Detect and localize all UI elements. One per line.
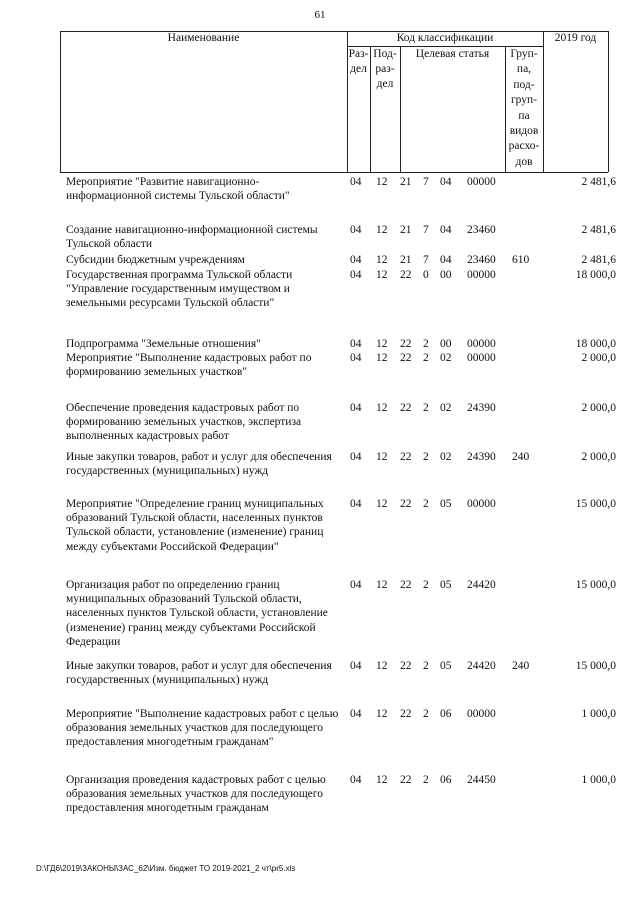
row-name: Мероприятие "Определение границ муниципальных образований Тульской области, населенных пунктов Тульской области, установление (изменение) границ между субъектами Российской Федерации" (66, 498, 324, 553)
row-cs4: 00000 (467, 708, 496, 720)
header-name: Наименование (167, 32, 240, 44)
row-razdel: 04 (350, 352, 362, 364)
row-podrazdel: 12 (376, 352, 388, 364)
row-name: Иные закупки товаров, работ и услуг для обеспечения государственных (муниципальных) нужд (66, 451, 332, 478)
row-cs3: 05 (440, 498, 452, 510)
row-cs1: 22 (400, 708, 412, 720)
row-amount: 15 000,0 (575, 660, 616, 672)
row-cs4: 24390 (467, 402, 496, 414)
row-cs2: 2 (423, 660, 429, 672)
row-cs3: 00 (440, 338, 452, 350)
header-target: Целевая статья (415, 48, 490, 60)
row-cs1: 22 (400, 660, 412, 672)
row-name: Мероприятие "Развитие навигационно-информационной системы Тульской области" (66, 176, 290, 203)
row-razdel: 04 (350, 451, 362, 463)
row-cs2: 2 (423, 498, 429, 510)
row-cs1: 22 (400, 451, 412, 463)
row-amount: 2 481,6 (581, 254, 616, 266)
row-vid: 610 (512, 254, 530, 266)
row-podrazdel: 12 (376, 338, 388, 350)
row-cs1: 22 (400, 774, 412, 786)
row-amount: 2 481,6 (581, 224, 616, 236)
row-podrazdel: 12 (376, 774, 388, 786)
row-cs1: 22 (400, 269, 412, 281)
row-cs2: 2 (423, 579, 429, 591)
row-cs4: 00000 (467, 176, 496, 188)
row-razdel: 04 (350, 176, 362, 188)
row-razdel: 04 (350, 402, 362, 414)
row-cs4: 24390 (467, 451, 496, 463)
row-name: Мероприятие "Выполнение кадастровых работ с целью образования земельных участков для последующего предоставления многодетным гражданам" (66, 708, 339, 749)
row-razdel: 04 (350, 254, 362, 266)
row-amount: 15 000,0 (575, 498, 616, 510)
header-classification: Код классификации (396, 32, 494, 44)
row-cs3: 04 (440, 254, 452, 266)
row-cs3: 06 (440, 774, 452, 786)
header-year: 2019 год (554, 32, 597, 44)
row-amount: 18 000,0 (575, 269, 616, 281)
row-cs4: 24450 (467, 774, 496, 786)
row-vid: 240 (512, 451, 530, 463)
row-cs3: 02 (440, 451, 452, 463)
row-podrazdel: 12 (376, 402, 388, 414)
row-cs1: 22 (400, 498, 412, 510)
row-name: Обеспечение проведения кадастровых работ по формированию земельных участков, экспертиза выполненных кадастровых работ (66, 402, 302, 443)
row-podrazdel: 12 (376, 254, 388, 266)
row-cs1: 22 (400, 352, 412, 364)
row-cs3: 02 (440, 402, 452, 414)
row-cs4: 24420 (467, 660, 496, 672)
row-cs3: 04 (440, 176, 452, 188)
row-podrazdel: 12 (376, 176, 388, 188)
row-amount: 15 000,0 (575, 579, 616, 591)
row-razdel: 04 (350, 338, 362, 350)
row-cs3: 02 (440, 352, 452, 364)
row-cs2: 2 (423, 352, 429, 364)
row-cs4: 00000 (467, 269, 496, 281)
row-name: Организация работ по определению границ муниципальных образований Тульской области, населенных пунктов Тульской области, установление (изменение) границ между субъектами Российской Федерации (66, 579, 328, 648)
row-razdel: 04 (350, 269, 362, 281)
row-podrazdel: 12 (376, 451, 388, 463)
row-razdel: 04 (350, 498, 362, 510)
row-podrazdel: 12 (376, 579, 388, 591)
page-number: 61 (314, 9, 326, 21)
row-podrazdel: 12 (376, 708, 388, 720)
row-razdel: 04 (350, 660, 362, 672)
row-cs2: 2 (423, 708, 429, 720)
row-podrazdel: 12 (376, 660, 388, 672)
row-cs2: 7 (423, 254, 429, 266)
row-cs2: 7 (423, 176, 429, 188)
header-section: Раз- дел (348, 48, 369, 75)
header-group: Груп- па, под- груп- па видов расхо- дов (508, 48, 540, 168)
row-cs4: 23460 (467, 224, 496, 236)
row-razdel: 04 (350, 224, 362, 236)
footer-path: D:\ГД6\2019\ЗАКОНЫ\ЗАС_62\Изм. бюджет ТО 2019-2021_2 чт\pr5.xls (36, 864, 296, 873)
row-cs3: 06 (440, 708, 452, 720)
row-cs1: 22 (400, 402, 412, 414)
row-amount: 1 000,0 (581, 774, 616, 786)
row-cs4: 00000 (467, 352, 496, 364)
row-cs2: 2 (423, 402, 429, 414)
header-subsection: Под- раз- дел (373, 48, 397, 90)
row-podrazdel: 12 (376, 498, 388, 510)
row-cs1: 22 (400, 338, 412, 350)
row-cs1: 21 (400, 224, 412, 236)
row-cs2: 7 (423, 224, 429, 236)
row-razdel: 04 (350, 708, 362, 720)
row-cs1: 22 (400, 579, 412, 591)
row-name: Мероприятие "Выполнение кадастровых работ по формированию земельных участков" (66, 352, 312, 379)
row-vid: 240 (512, 660, 530, 672)
row-cs2: 2 (423, 451, 429, 463)
row-cs3: 04 (440, 224, 452, 236)
row-name: Иные закупки товаров, работ и услуг для обеспечения государственных (муниципальных) нужд (66, 660, 332, 687)
row-cs4: 24420 (467, 579, 496, 591)
row-cs4: 00000 (467, 498, 496, 510)
row-cs4: 23460 (467, 254, 496, 266)
row-cs4: 00000 (467, 338, 496, 350)
row-cs3: 05 (440, 579, 452, 591)
row-amount: 1 000,0 (581, 708, 616, 720)
row-name: Организация проведения кадастровых работ с целью образования земельных участков для последующего предоставления многодетным гражданам (66, 774, 326, 815)
row-name: Подпрограмма "Земельные отношения" (66, 338, 261, 350)
row-razdel: 04 (350, 774, 362, 786)
row-name: Субсидии бюджетным учреждениям (66, 254, 245, 266)
row-podrazdel: 12 (376, 224, 388, 236)
row-razdel: 04 (350, 579, 362, 591)
row-cs1: 21 (400, 254, 412, 266)
row-amount: 2 000,0 (581, 352, 616, 364)
row-amount: 18 000,0 (575, 338, 616, 350)
row-amount: 2 000,0 (581, 402, 616, 414)
row-amount: 2 000,0 (581, 451, 616, 463)
row-cs3: 05 (440, 660, 452, 672)
row-name: Создание навигационно-информационной системы Тульской области (66, 224, 318, 251)
row-cs2: 2 (423, 774, 429, 786)
row-cs1: 21 (400, 176, 412, 188)
row-cs2: 2 (423, 338, 429, 350)
row-amount: 2 481,6 (581, 176, 616, 188)
row-cs2: 0 (423, 269, 429, 281)
row-podrazdel: 12 (376, 269, 388, 281)
row-name: Государственная программа Тульской области "Управление государственным имуществом и земельными ресурсами Тульской области" (66, 269, 293, 310)
row-cs3: 00 (440, 269, 452, 281)
